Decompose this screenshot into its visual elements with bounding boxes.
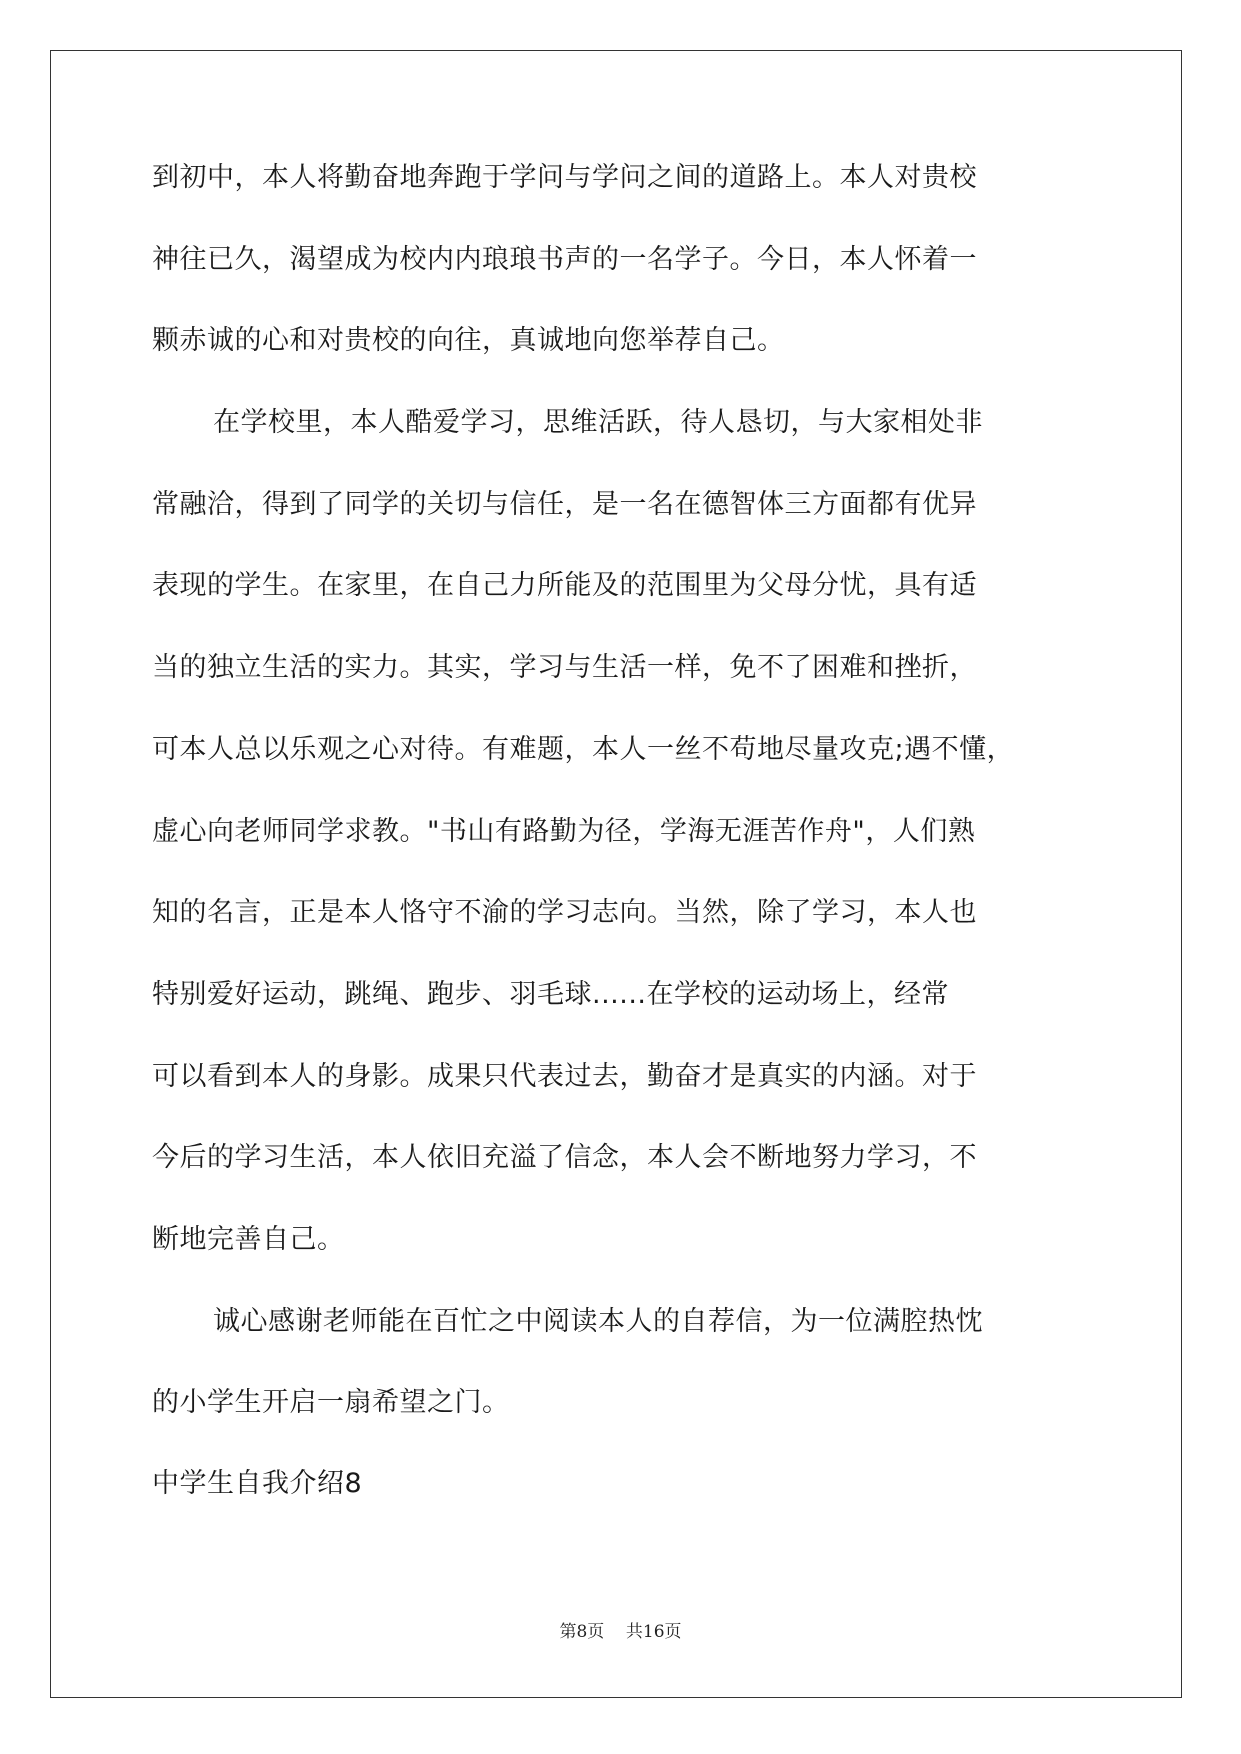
page-number: 第8页	[559, 1622, 605, 1642]
paragraph-line: 特别爱好运动，跳绳、跑步、羽毛球......在学校的运动场上，经常	[152, 978, 949, 1010]
paragraph-line: 神往已久，渴望成为校内内琅琅书声的一名学子。今日，本人怀着一	[152, 243, 977, 275]
page-footer	[0, 1617, 1241, 1642]
paragraph-line: 在学校里，本人酷爱学习，思维活跃，待人恳切，与大家相处非	[213, 407, 983, 439]
paragraph-line: 知的名言，正是本人恪守不渝的学习志向。当然，除了学习，本人也	[152, 897, 977, 929]
paragraph-line: 可本人总以乐观之心对待。有难题，本人一丝不苟地尽量攻克;遇不懂，	[152, 733, 1015, 765]
paragraph-line: 表现的学生。在家里，在自己力所能及的范围里为父母分忧，具有适	[152, 570, 977, 602]
document-body	[152, 160, 1087, 1467]
paragraph-line: 今后的学习生活，本人依旧充溢了信念，本人会不断地努力学习，不	[152, 1142, 977, 1174]
page-total: 共16页	[625, 1622, 682, 1642]
paragraph-line: 常融洽，得到了同学的关切与信任，是一名在德智体三方面都有优异	[152, 488, 977, 520]
paragraph-line: 虚心向老师同学求教。"书山有路勤为径，学海无涯苦作舟"，人们熟	[152, 815, 976, 847]
paragraph-line: 诚心感谢老师能在百忙之中阅读本人的自荐信，为一位满腔热忱	[213, 1305, 983, 1337]
paragraph-line: 到初中，本人将勤奋地奔跑于学问与学问之间的道路上。本人对贵校	[152, 162, 977, 193]
paragraph-line: 的小学生开启一扇希望之门。	[152, 1387, 510, 1419]
paragraph-line: 当的独立生活的实力。其实，学习与生活一样，免不了困难和挫折，	[152, 652, 977, 684]
section-heading: 中学生自我介绍8	[152, 1468, 363, 1499]
paragraph-line: 可以看到本人的身影。成果只代表过去，勤奋才是真实的内涵。对于	[152, 1060, 977, 1092]
paragraph-line: 颗赤诚的心和对贵校的向往，真诚地向您举荐自己。	[152, 325, 785, 357]
paragraph-line: 断地完善自己。	[152, 1223, 345, 1255]
